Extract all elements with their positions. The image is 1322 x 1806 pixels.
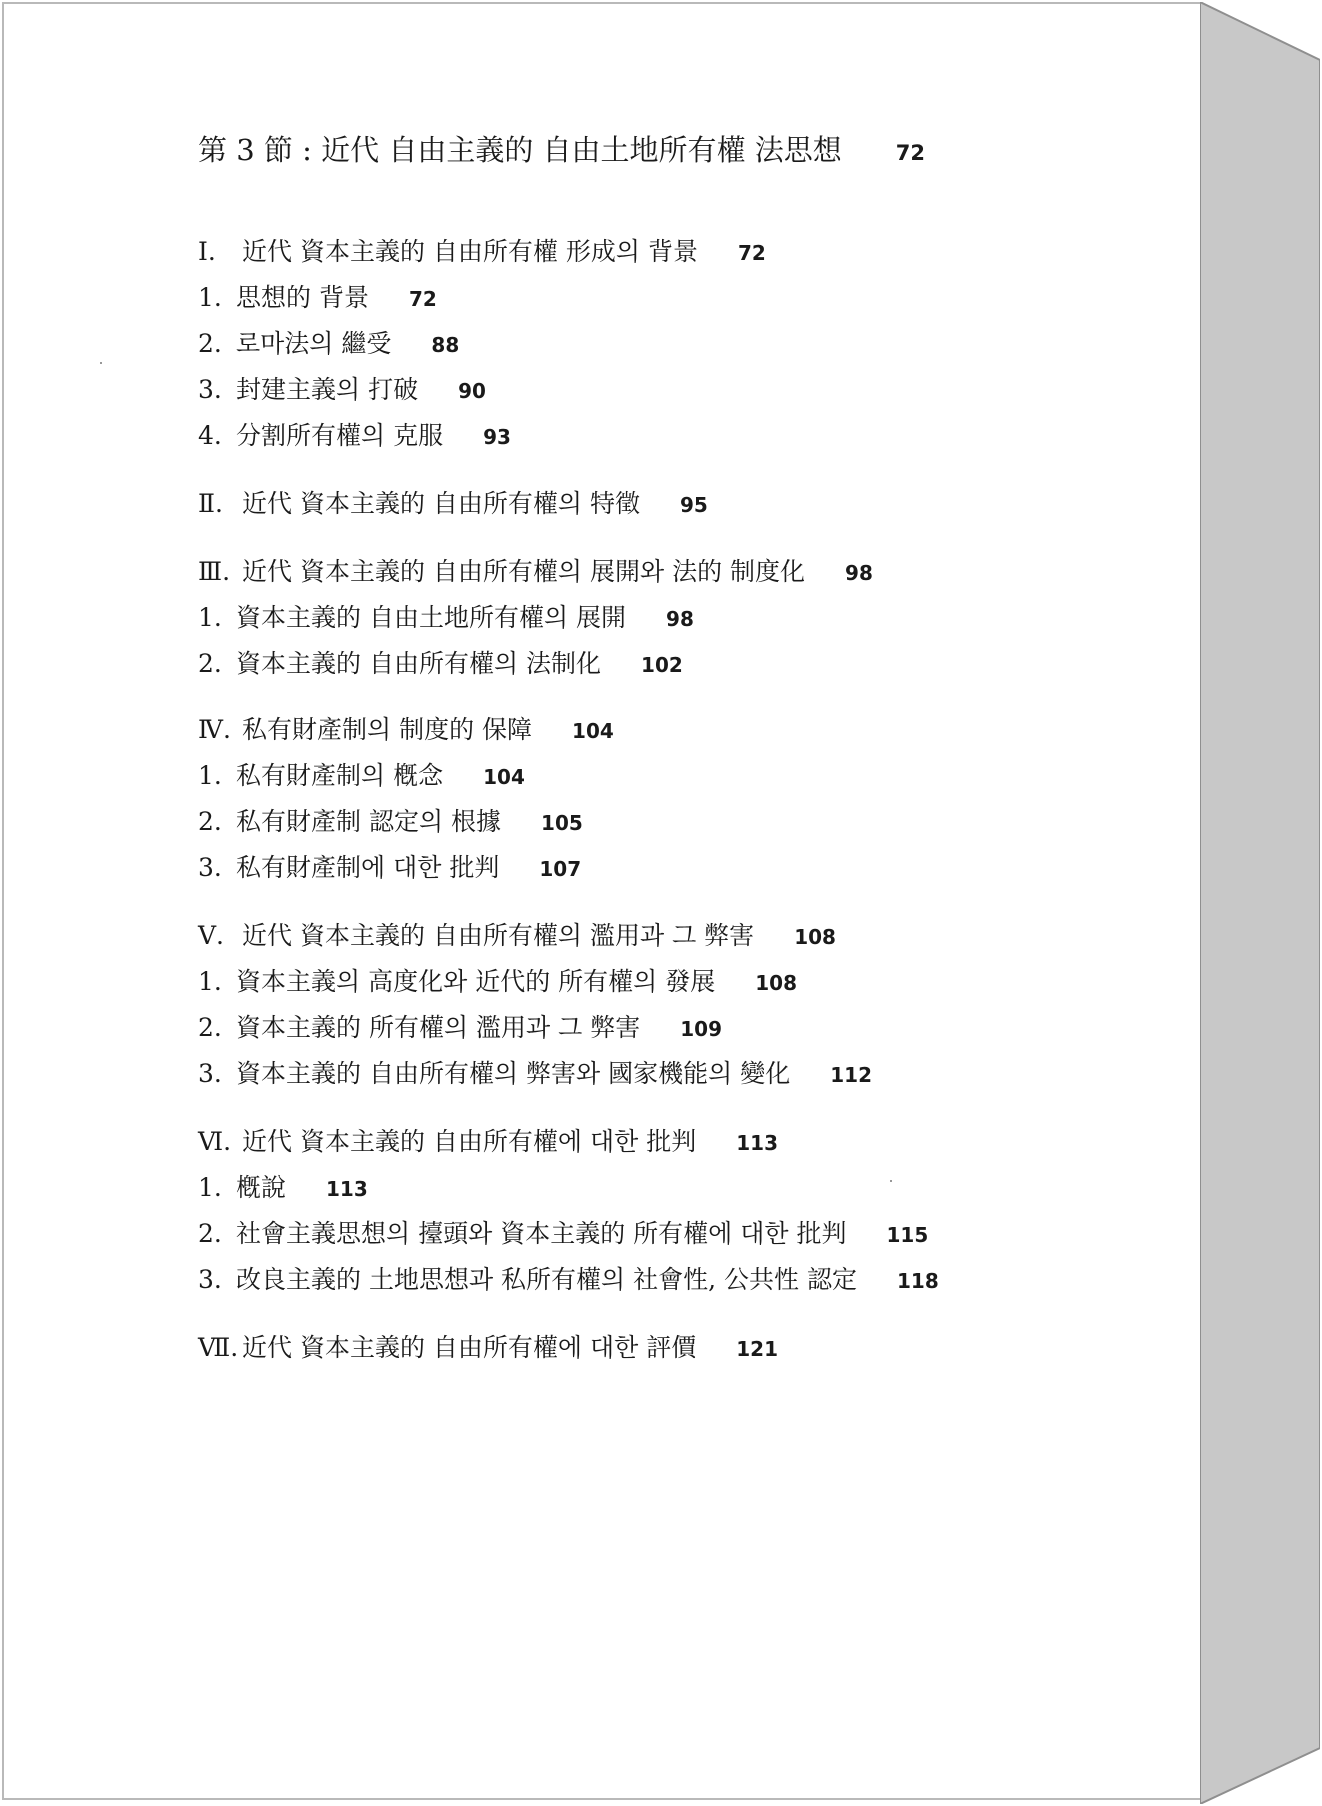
section-number: Ⅶ. [198,1333,239,1362]
entry-number: 2. [198,329,222,358]
section-page: 98 [845,561,873,585]
entry-title: 社會主義思想의 擡頭와 資本主義的 所有權에 대한 批判 [236,1219,847,1248]
entry-title: 私有財產制 認定의 根據 [236,807,502,836]
toc-entry [198,420,511,453]
section-title: 私有財產制의 制度的 保障 [242,715,533,744]
toc-entry [198,1058,872,1091]
entry-page: 90 [458,379,486,403]
entry-page: 112 [830,1063,872,1087]
entry-page: 102 [641,653,683,677]
entry-number: 3. [198,375,222,404]
entry-number: 1. [198,761,222,790]
section-page: 104 [572,719,614,743]
chapter-page: 72 [895,141,925,165]
entry-number: 2. [198,649,222,678]
entry-page: 104 [483,765,525,789]
entry-page: 93 [483,425,511,449]
toc-entry [198,282,437,315]
entry-number: 2. [198,1219,222,1248]
document-page [2,2,1200,1800]
entry-title: 封建主義의 打破 [236,375,419,404]
toc-entry [198,1218,928,1251]
section-heading [198,1126,778,1159]
entry-title: 私有財產制에 대한 批判 [236,853,500,882]
entry-number: 1. [198,283,222,312]
section-heading [198,236,766,269]
entry-page: 113 [326,1177,368,1201]
entry-title: 改良主義的 土地思想과 私所有權의 社會性, 公共性 認定 [236,1265,857,1294]
entry-title: 槪說 [236,1173,287,1202]
entry-page: 115 [886,1223,929,1247]
page-stack-edge [1200,2,1320,1804]
section-heading [198,1332,778,1365]
chapter-heading [198,134,925,169]
toc-entry [198,648,683,681]
entry-number: 2. [198,807,222,836]
entry-number: 3. [198,853,222,882]
section-page: 95 [680,493,708,517]
section-page: 113 [736,1131,778,1155]
entry-number: 3. [198,1265,222,1294]
section-heading [198,556,873,589]
entry-title: 資本主義的 自由所有權의 弊害와 國家機能의 變化 [236,1059,791,1088]
entry-number: 3. [198,1059,222,1088]
entry-page: 72 [408,287,437,311]
entry-number: 1. [198,967,222,996]
toc-entry [198,328,459,361]
entry-title: 資本主義의 高度化와 近代的 所有權의 發展 [236,967,716,996]
section-page: 72 [737,241,766,265]
section-heading [198,714,614,747]
section-number: Ⅳ. [198,715,231,744]
entry-page: 98 [666,607,694,631]
section-heading [198,488,708,521]
entry-number: 2. [198,1013,222,1042]
chapter-title: 第 3 節 : 近代 自由主義的 自由土地所有權 法思想 [198,133,842,167]
entry-title: 分割所有權의 克服 [236,421,444,450]
entry-page: 109 [680,1017,722,1041]
entry-title: 資本主義的 自由土地所有權의 展開 [236,603,627,632]
entry-number: 1. [198,603,222,632]
entry-number: 4. [198,421,222,450]
entry-number: 1. [198,1173,222,1202]
section-title: 近代 資本主義的 自由所有權의 展開와 法的 制度化 [242,557,806,586]
toc-entry [198,806,583,839]
toc-entry [198,760,525,793]
toc-entry [198,374,486,407]
entry-page: 105 [541,811,583,835]
entry-page: 118 [896,1269,939,1293]
toc-entry [198,1264,939,1297]
entry-page: 88 [431,333,460,357]
section-number: Ⅴ. [198,921,225,950]
section-number: Ⅵ. [198,1127,232,1156]
section-title: 近代 資本主義的 自由所有權의 濫用과 그 弊害 [242,921,755,950]
toc-entry [198,852,581,885]
entry-page: 107 [539,857,582,881]
toc-entry [198,602,694,635]
scan-speck [100,362,102,364]
toc-entry [198,1172,368,1205]
section-number: Ⅲ. [198,557,231,586]
section-number: Ⅱ. [198,489,223,518]
section-page: 121 [736,1337,778,1361]
entry-page: 108 [755,971,797,995]
page-side-face [1200,2,1320,1804]
entry-title: 資本主義的 所有權의 濫用과 그 弊害 [236,1013,641,1042]
entry-title: 私有財產制의 槪念 [236,761,444,790]
entry-title: 로마法의 繼受 [236,329,392,358]
section-number: Ⅰ. [198,237,216,266]
section-heading [198,920,836,953]
section-title: 近代 資本主義的 自由所有權에 대한 評價 [242,1333,697,1362]
toc-entry [198,966,797,999]
entry-title: 思想的 背景 [236,283,369,312]
toc-entry [198,1012,722,1045]
section-title: 近代 資本主義的 自由所有權 形成의 背景 [242,237,698,266]
entry-title: 資本主義的 自由所有權의 法制化 [236,649,602,678]
scan-speck [890,1180,892,1182]
section-page: 108 [794,925,836,949]
section-title: 近代 資本主義的 自由所有權의 特徵 [242,489,640,518]
section-title: 近代 資本主義的 自由所有權에 대한 批判 [242,1127,697,1156]
